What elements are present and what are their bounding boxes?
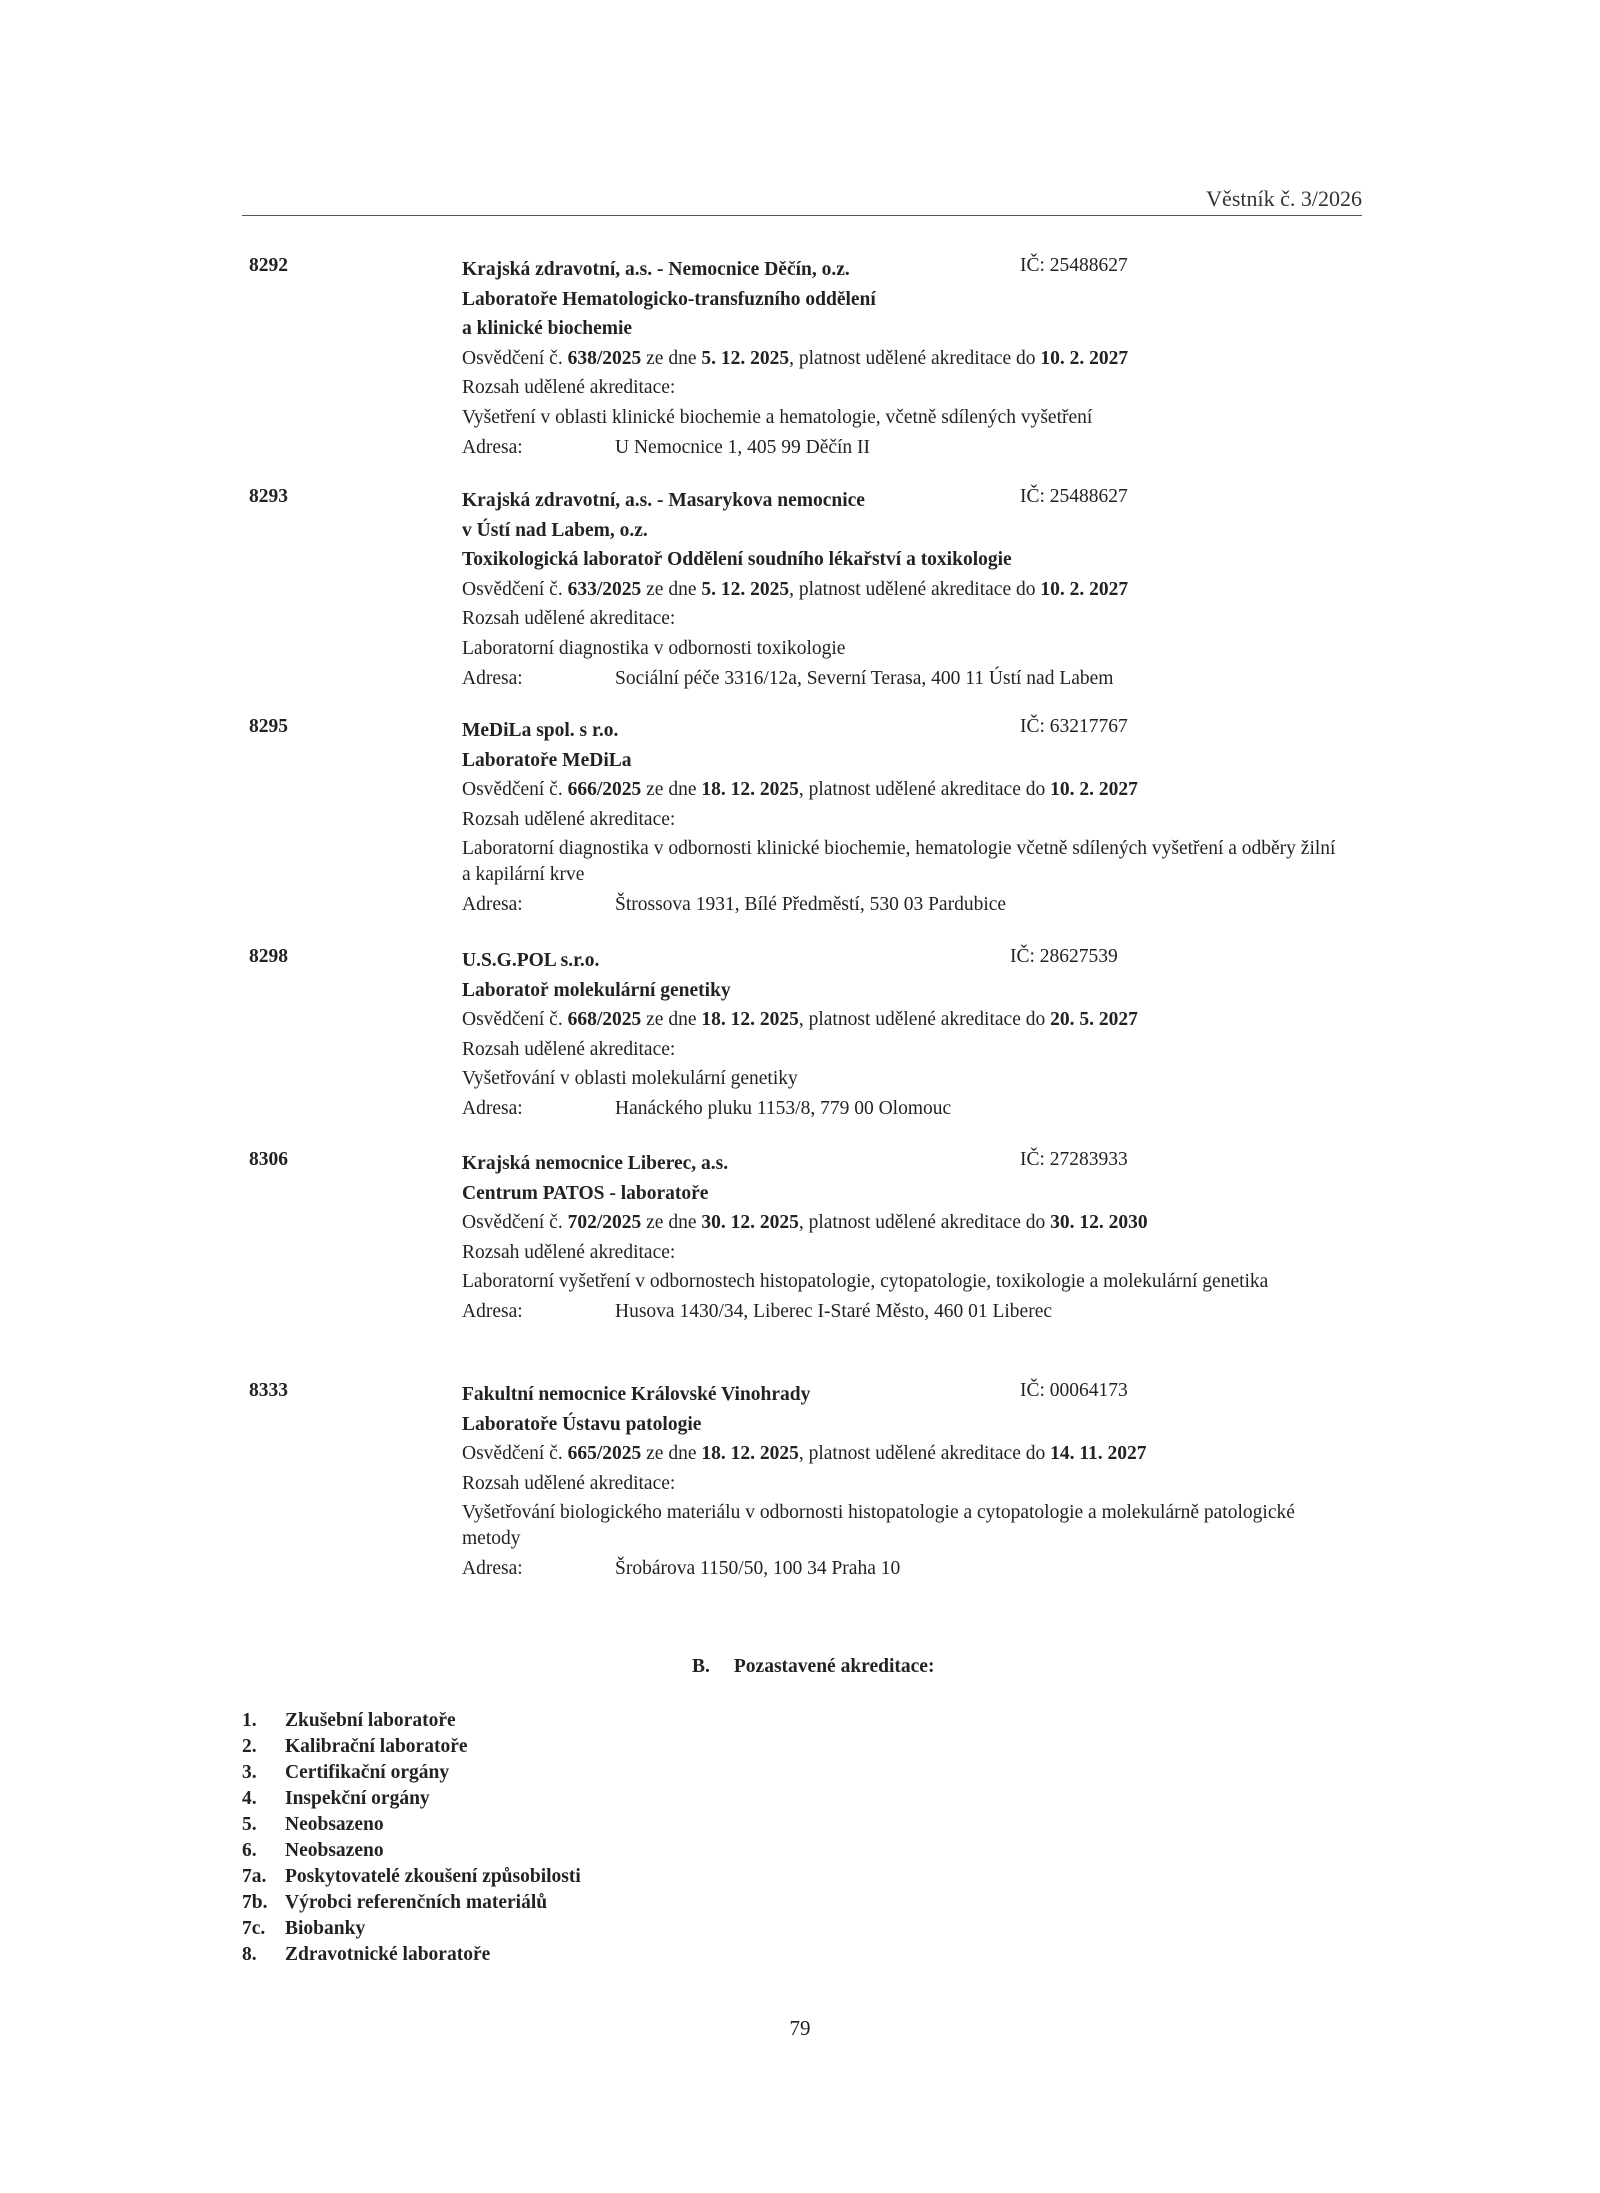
category-number: 4. xyxy=(242,1788,257,1809)
cert-date: 18. 12. 2025 xyxy=(701,779,799,800)
validity-label: , platnost udělené akreditace do xyxy=(798,1009,1051,1030)
valid-to: 10. 2. 2027 xyxy=(1050,779,1138,800)
section-letter: B. xyxy=(692,1656,710,1677)
organization-name: MeDiLa spol. s r.o. xyxy=(462,720,619,741)
organization-name: U.S.G.POL s.r.o. xyxy=(462,950,600,971)
address-label: Adresa: xyxy=(462,1098,523,1119)
scope-label: Rozsah udělené akreditace: xyxy=(462,1241,676,1263)
organization-name: v Ústí nad Labem, o.z. xyxy=(462,519,648,541)
address-line xyxy=(462,890,1342,920)
laboratory-name: Centrum PATOS - laboratoře xyxy=(462,1182,709,1204)
laboratory-name: Laboratoře MeDiLa xyxy=(462,749,632,771)
laboratory-name: Laboratoře Hematologicko-transfuzního oddělení xyxy=(462,288,876,310)
valid-to: 10. 2. 2027 xyxy=(1040,578,1129,600)
ico-number: IČ: 25488627 xyxy=(1020,486,1128,507)
valid-to: 20. 5. 2027 xyxy=(1050,1009,1138,1030)
header-rule xyxy=(242,215,1362,216)
category-item xyxy=(242,1812,581,1838)
category-label: Zkušební laboratoře xyxy=(285,1710,456,1731)
address-label: Adresa: xyxy=(462,894,523,915)
scope-label: Rozsah udělené akreditace: xyxy=(462,1038,676,1060)
organization-name: Fakultní nemocnice Královské Vinohrady xyxy=(462,1384,811,1405)
section-title: Pozastavené akreditace: xyxy=(733,1656,935,1677)
page-number: 79 xyxy=(789,2016,811,2040)
valid-to: 14. 11. 2027 xyxy=(1050,1443,1147,1464)
certificate-line xyxy=(462,1439,1342,1469)
category-item xyxy=(242,1864,581,1890)
cert-label: Osvědčení č. xyxy=(462,1009,568,1030)
organization-name: Krajská zdravotní, a.s. - Nemocnice Děčín, o.z. xyxy=(462,259,850,280)
scope-label: Rozsah udělené akreditace: xyxy=(462,808,676,830)
cert-number: 633/2025 xyxy=(567,578,642,600)
category-label: Neobsazeno xyxy=(285,1814,384,1835)
category-number: 5. xyxy=(242,1814,257,1835)
scope-label: Rozsah udělené akreditace: xyxy=(462,1472,676,1494)
category-label: Kalibrační laboratoře xyxy=(285,1736,468,1757)
category-label: Biobanky xyxy=(285,1918,366,1939)
address-line xyxy=(462,1554,1342,1584)
scope-text: Laboratorní diagnostika v odbornosti klinické biochemie, hematologie včetně sdílených vyšetření a odběry žilní a kapilární krve xyxy=(462,838,1336,885)
certificate-line xyxy=(462,575,1342,605)
address-line xyxy=(462,433,1342,463)
cert-number: 666/2025 xyxy=(567,779,642,800)
validity-label: , platnost udělené akreditace do xyxy=(798,1212,1051,1233)
validity-label: , platnost udělené akreditace do xyxy=(798,779,1051,800)
category-number: 1. xyxy=(242,1710,257,1731)
scope-text: Vyšetřování v oblasti molekulární genetiky xyxy=(462,1068,798,1089)
address-label: Adresa: xyxy=(462,667,523,689)
category-label: Certifikační orgány xyxy=(285,1762,450,1783)
entry-number: 8298 xyxy=(249,946,288,967)
organization-name: Krajská zdravotní, a.s. - Masarykova nemocnice xyxy=(462,490,865,511)
category-number: 7b. xyxy=(242,1892,268,1913)
category-item xyxy=(242,1760,581,1786)
category-item xyxy=(242,1942,581,1968)
cert-date: 18. 12. 2025 xyxy=(701,1443,799,1464)
address-label: Adresa: xyxy=(462,1301,523,1322)
laboratory-name: a klinické biochemie xyxy=(462,318,633,339)
cert-label: Osvědčení č. xyxy=(462,1212,568,1233)
category-number: 2. xyxy=(242,1736,257,1757)
category-label: Zdravotnické laboratoře xyxy=(285,1944,491,1965)
organization-name: Krajská nemocnice Liberec, a.s. xyxy=(462,1153,729,1174)
valid-to: 30. 12. 2030 xyxy=(1050,1212,1148,1233)
ico-number: IČ: 25488627 xyxy=(1020,255,1128,276)
entry-number: 8292 xyxy=(249,255,288,276)
entry-number: 8293 xyxy=(249,486,288,507)
scope-text: Laboratorní diagnostika v odbornosti toxikologie xyxy=(462,637,846,659)
address-label: Adresa: xyxy=(462,436,523,458)
category-item xyxy=(242,1838,581,1864)
address-value: Sociální péče 3316/12a, Severní Terasa, 400 11 Ústí nad Labem xyxy=(615,667,1114,689)
entry-number: 8333 xyxy=(249,1380,288,1401)
cert-label: Osvědčení č. xyxy=(462,779,568,800)
cert-label: Osvědčení č. xyxy=(462,578,568,600)
cert-number: 665/2025 xyxy=(567,1443,642,1464)
category-item xyxy=(242,1916,581,1942)
valid-to: 10. 2. 2027 xyxy=(1040,347,1129,369)
date-label: ze dne xyxy=(641,578,702,600)
certificate-line xyxy=(462,775,1342,805)
category-label: Neobsazeno xyxy=(285,1840,384,1861)
category-number: 6. xyxy=(242,1840,257,1861)
address-line xyxy=(462,1297,1342,1327)
validity-label: , platnost udělené akreditace do xyxy=(798,1443,1051,1464)
category-number: 3. xyxy=(242,1762,257,1783)
date-label: ze dne xyxy=(641,1009,702,1030)
scope-text: Vyšetřování biologického materiálu v odbornosti histopatologie a cytopatologie a molekulárně patologické metody xyxy=(462,1502,1295,1549)
address-value: Husova 1430/34, Liberec I-Staré Město, 460 01 Liberec xyxy=(615,1301,1052,1322)
running-header: Věstník č. 3/2026 xyxy=(1206,186,1362,211)
cert-number: 702/2025 xyxy=(567,1212,642,1233)
certificate-line xyxy=(462,1005,1342,1035)
date-label: ze dne xyxy=(641,1212,702,1233)
address-line xyxy=(462,664,1342,694)
address-line xyxy=(462,1094,1342,1124)
scope-text: Vyšetření v oblasti klinické biochemie a hematologie, včetně sdílených vyšetření xyxy=(462,406,1093,428)
scope-label: Rozsah udělené akreditace: xyxy=(462,608,676,629)
category-item xyxy=(242,1734,581,1760)
validity-label: , platnost udělené akreditace do xyxy=(789,578,1041,600)
category-number: 7c. xyxy=(242,1918,266,1939)
category-item xyxy=(242,1786,581,1812)
cert-label: Osvědčení č. xyxy=(462,1443,568,1464)
cert-number: 638/2025 xyxy=(567,347,642,369)
category-number: 7a. xyxy=(242,1866,267,1887)
scope-label: Rozsah udělené akreditace: xyxy=(462,377,676,398)
date-label: ze dne xyxy=(641,1443,702,1464)
address-label: Adresa: xyxy=(462,1558,523,1579)
category-label: Inspekční orgány xyxy=(285,1788,430,1809)
cert-label: Osvědčení č. xyxy=(462,347,568,369)
address-value: Šrobárova 1150/50, 100 34 Praha 10 xyxy=(615,1558,901,1579)
scope-text: Laboratorní vyšetření v odbornostech histopatologie, cytopatologie, toxikologie a molekulární genetika xyxy=(462,1271,1269,1292)
ico-number: IČ: 63217767 xyxy=(1020,716,1128,737)
category-item xyxy=(242,1890,581,1916)
cert-date: 5. 12. 2025 xyxy=(701,347,790,369)
entry-number: 8295 xyxy=(249,716,288,737)
certificate-line xyxy=(462,1208,1342,1238)
certificate-line xyxy=(462,344,1342,374)
ico-number: IČ: 27283933 xyxy=(1020,1149,1128,1170)
category-item xyxy=(242,1708,581,1734)
category-label: Výrobci referenčních materiálů xyxy=(285,1892,548,1913)
address-value: Štrossova 1931, Bílé Předměstí, 530 03 Pardubice xyxy=(615,894,1007,915)
validity-label: , platnost udělené akreditace do xyxy=(789,347,1041,369)
category-label: Poskytovatelé zkoušení způsobilosti xyxy=(285,1866,581,1887)
date-label: ze dne xyxy=(641,347,702,369)
cert-number: 668/2025 xyxy=(567,1009,642,1030)
section-b-heading xyxy=(692,1656,934,1678)
laboratory-name: Laboratoře Ústavu patologie xyxy=(462,1413,702,1435)
ico-number: IČ: 28627539 xyxy=(1010,946,1118,967)
cert-date: 18. 12. 2025 xyxy=(701,1009,799,1030)
entry-number: 8306 xyxy=(249,1149,288,1170)
category-number: 8. xyxy=(242,1944,257,1965)
address-value: U Nemocnice 1, 405 99 Děčín II xyxy=(615,436,871,458)
cert-date: 30. 12. 2025 xyxy=(701,1212,799,1233)
cert-date: 5. 12. 2025 xyxy=(701,578,790,600)
ico-number: IČ: 00064173 xyxy=(1020,1380,1128,1401)
laboratory-name: Laboratoř molekulární genetiky xyxy=(462,979,731,1001)
address-value: Hanáckého pluku 1153/8, 779 00 Olomouc xyxy=(615,1098,952,1119)
category-list xyxy=(242,1708,581,1968)
laboratory-name: Toxikologická laboratoř Oddělení soudního lékařství a toxikologie xyxy=(462,549,1012,570)
date-label: ze dne xyxy=(641,779,702,800)
